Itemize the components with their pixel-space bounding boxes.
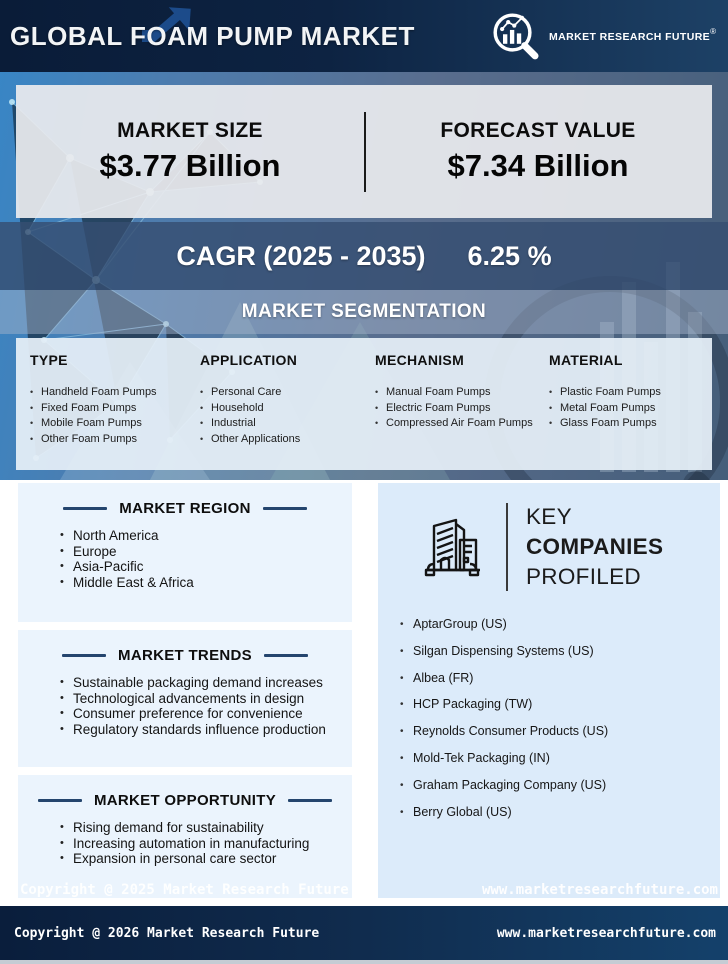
magnifier-chart-logo-icon <box>490 10 542 62</box>
segmentation-column-list <box>200 385 372 447</box>
page-title: GLOBAL FOAM PUMP MARKET <box>10 20 415 51</box>
heading-dash-right <box>264 654 308 657</box>
footer <box>0 906 728 960</box>
list-item: • Household <box>200 401 372 417</box>
list-item: • Increasing automation in manufacturing <box>60 836 352 852</box>
list-item: • Sustainable packaging demand increases <box>60 675 352 691</box>
list-item: • Mold-Tek Packaging (IN) <box>400 751 720 766</box>
bottom-strip <box>0 960 728 964</box>
cagr-band <box>0 222 728 290</box>
forecast-value-label: FORECAST VALUE <box>440 119 636 142</box>
hero-section <box>0 72 728 480</box>
key-companies-title-line2: COMPANIES <box>526 534 664 559</box>
key-companies-panel <box>378 483 720 898</box>
key-companies-header <box>420 503 720 591</box>
list-item: • Asia-Pacific <box>60 559 352 575</box>
watermark-copyright: Copyright @ 2025 Market Research Future <box>20 882 349 898</box>
list-item: • Berry Global (US) <box>400 805 720 820</box>
footer-copyright: Copyright @ 2026 Market Research Future <box>14 925 320 941</box>
list-item: • Expansion in personal care sector <box>60 851 352 867</box>
list-item: • Metal Foam Pumps <box>549 401 707 417</box>
market-opportunity-list <box>60 820 352 867</box>
market-trends-title: MARKET TRENDS <box>118 647 252 664</box>
segmentation-column-heading: MECHANISM <box>375 352 465 368</box>
key-companies-title <box>526 503 663 591</box>
market-opportunity-title: MARKET OPPORTUNITY <box>93 792 277 809</box>
market-trends-list <box>60 675 352 738</box>
market-size-value: $3.77 Billion <box>99 148 281 183</box>
list-item: • Technological advancements in design <box>60 691 352 707</box>
list-item: • Other Applications <box>200 432 372 448</box>
list-item: • AptarGroup (US) <box>400 617 720 632</box>
market-region-panel <box>18 483 352 622</box>
market-size-block <box>16 85 364 218</box>
footer-website-link[interactable]: www.marketresearchfuture.com <box>496 925 716 941</box>
lower-section <box>0 480 728 906</box>
list-item: • Personal Care <box>200 385 372 401</box>
list-item: • Graham Packaging Company (US) <box>400 778 720 793</box>
heading-dash-right <box>263 507 307 510</box>
forecast-value-value: $7.34 Billion <box>447 148 629 183</box>
list-item: • Glass Foam Pumps <box>549 416 707 432</box>
key-companies-title-line1: KEY <box>526 504 572 529</box>
list-item: • Electric Foam Pumps <box>375 401 547 417</box>
list-item: • Manual Foam Pumps <box>375 385 547 401</box>
market-size-label: MARKET SIZE <box>117 119 263 142</box>
segmentation-column-list <box>375 385 547 432</box>
list-item: • Regulatory standards influence production <box>60 722 352 738</box>
segmentation-column-heading: MATERIAL <box>549 352 623 368</box>
segmentation-column-application <box>200 338 372 447</box>
segmentation-title: MARKET SEGMENTATION <box>241 301 487 322</box>
stats-divider <box>364 112 366 192</box>
watermark-website: www.marketresearchfuture.com <box>481 882 718 898</box>
market-region-title: MARKET REGION <box>119 500 251 517</box>
vertical-divider <box>506 503 508 591</box>
segmentation-title-band <box>0 290 728 334</box>
list-item: • Albea (FR) <box>400 671 720 686</box>
segmentation-column-material <box>549 338 707 432</box>
list-item: • Fixed Foam Pumps <box>30 401 198 417</box>
list-item: • North America <box>60 528 352 544</box>
list-item: • Mobile Foam Pumps <box>30 416 198 432</box>
market-region-list <box>60 528 352 591</box>
list-item: • Europe <box>60 544 352 560</box>
cagr-value: 6.25 % <box>467 240 552 271</box>
key-companies-title-line3: PROFILED <box>526 564 641 589</box>
list-item: • Rising demand for sustainability <box>60 820 352 836</box>
brand-logo <box>490 10 716 62</box>
segmentation-column-list <box>549 385 707 432</box>
segmentation-column-type <box>30 338 198 447</box>
heading-dash-left <box>62 654 106 657</box>
segmentation-column-heading: APPLICATION <box>200 352 298 368</box>
list-item: • Silgan Dispensing Systems (US) <box>400 644 720 659</box>
market-trends-panel <box>18 630 352 767</box>
list-item: • HCP Packaging (TW) <box>400 697 720 712</box>
market-opportunity-panel <box>18 775 352 898</box>
segmentation-panel <box>16 338 712 470</box>
heading-dash-left <box>63 507 107 510</box>
market-stats-panel <box>16 85 712 218</box>
list-item: • Consumer preference for convenience <box>60 706 352 722</box>
list-item: • Reynolds Consumer Products (US) <box>400 724 720 739</box>
header <box>0 0 728 72</box>
heading-dash-left <box>38 799 82 802</box>
list-item: • Other Foam Pumps <box>30 432 198 448</box>
segmentation-column-mechanism <box>375 338 547 432</box>
registered-trademark-mark: ® <box>710 27 716 36</box>
segmentation-column-list <box>30 385 198 447</box>
list-item: • Plastic Foam Pumps <box>549 385 707 401</box>
cagr-label: CAGR (2025 - 2035) <box>176 240 426 271</box>
segmentation-column-heading: TYPE <box>30 352 68 368</box>
brand-name: MARKET RESEARCH FUTURE <box>549 31 711 43</box>
heading-dash-right <box>288 799 332 802</box>
list-item: • Industrial <box>200 416 372 432</box>
list-item: • Compressed Air Foam Pumps <box>375 416 547 432</box>
buildings-icon <box>420 514 484 580</box>
list-item: • Handheld Foam Pumps <box>30 385 198 401</box>
key-companies-list <box>400 617 720 820</box>
list-item: • Middle East & Africa <box>60 575 352 591</box>
forecast-value-block <box>364 85 712 218</box>
